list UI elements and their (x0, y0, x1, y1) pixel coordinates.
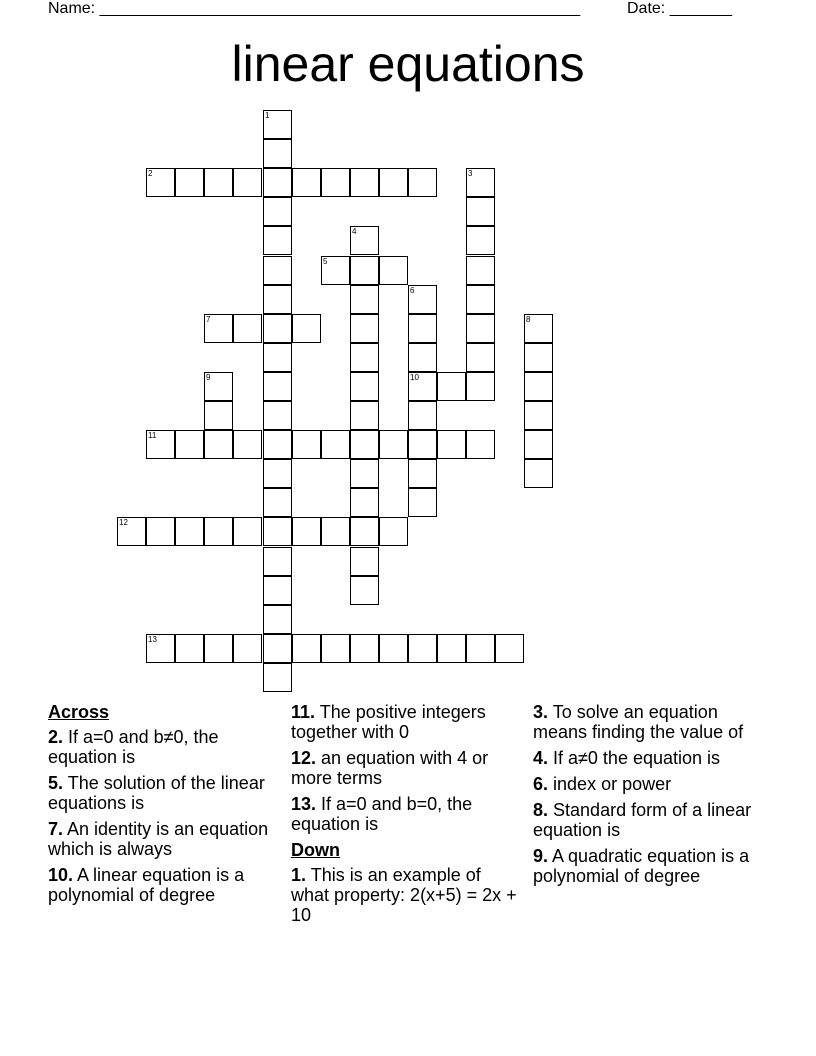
clue-number: 9 (206, 373, 211, 382)
grid-cell[interactable] (146, 517, 175, 546)
clue-number: 8 (526, 315, 531, 324)
grid-cell[interactable] (466, 168, 495, 197)
grid-cell[interactable] (263, 663, 292, 692)
grid-cell[interactable] (408, 372, 437, 401)
grid-cell[interactable] (263, 430, 292, 459)
clue-down-6: 6. index or power (533, 774, 672, 794)
clue-down-3: 3. To solve an equation means finding the value of (533, 702, 744, 742)
grid-cell[interactable] (204, 168, 233, 197)
grid-cell[interactable] (292, 517, 321, 546)
clue-down-4: 4. If a≠0 the equation is (533, 748, 721, 768)
grid-cell[interactable] (263, 285, 292, 314)
grid-cell[interactable] (321, 256, 350, 285)
grid-cell[interactable] (263, 634, 292, 663)
grid-cell[interactable] (350, 314, 379, 343)
grid-cell[interactable] (175, 168, 204, 197)
clue-across-7: 7. An identity is an equation which is always (48, 819, 269, 859)
clue-across-2: 2. If a=0 and b≠0, the equation is (48, 727, 219, 767)
grid-cell[interactable] (263, 256, 292, 285)
grid-cell[interactable] (263, 372, 292, 401)
grid-cell[interactable] (524, 459, 553, 488)
clue-across-5: 5. The solution of the linear equations is (48, 773, 265, 813)
grid-cell[interactable] (466, 256, 495, 285)
grid-cell[interactable] (466, 343, 495, 372)
grid-cell[interactable] (175, 517, 204, 546)
grid-cell[interactable] (263, 139, 292, 168)
grid-cell[interactable] (233, 517, 262, 546)
grid-cell[interactable] (495, 634, 524, 663)
grid-cell[interactable] (350, 401, 379, 430)
clue-number: 13 (148, 635, 157, 644)
clue-down-8: 8. Standard form of a linear equation is (533, 800, 752, 840)
grid-cell[interactable] (321, 168, 350, 197)
clue-number: 7 (206, 315, 211, 324)
grid-cell[interactable] (379, 168, 408, 197)
grid-cell[interactable] (350, 576, 379, 605)
clue-down-9: 9. A quadratic equation is a polynomial of degree (533, 846, 750, 886)
grid-cell[interactable] (146, 168, 175, 197)
grid-cell[interactable] (350, 547, 379, 576)
grid-cell[interactable] (350, 430, 379, 459)
clue-across-13: 13. If a=0 and b=0, the equation is (291, 794, 473, 834)
grid-cell[interactable] (437, 430, 466, 459)
grid-cell[interactable] (350, 285, 379, 314)
name-field-label: Name: ______________________________________________________ (48, 0, 581, 17)
clue-number: 3 (468, 169, 473, 178)
grid-cell[interactable] (524, 314, 553, 343)
grid-cell[interactable] (408, 401, 437, 430)
grid-cell[interactable] (379, 256, 408, 285)
grid-cell[interactable] (263, 605, 292, 634)
grid-cell[interactable] (204, 372, 233, 401)
grid-cell[interactable] (204, 401, 233, 430)
grid-cell[interactable] (408, 285, 437, 314)
page-title: linear equations (231, 36, 585, 92)
clue-across-10: 10. A linear equation is a polynomial of degree (48, 865, 245, 905)
grid-cell[interactable] (350, 517, 379, 546)
clue-number: 2 (148, 169, 153, 178)
grid-cell[interactable] (146, 430, 175, 459)
grid-cell[interactable] (466, 634, 495, 663)
grid-cell[interactable] (263, 401, 292, 430)
grid-cell[interactable] (263, 576, 292, 605)
grid-cell[interactable] (379, 430, 408, 459)
grid-cell[interactable] (233, 430, 262, 459)
grid-cell[interactable] (146, 634, 175, 663)
grid-cell[interactable] (321, 430, 350, 459)
grid-cell[interactable] (350, 634, 379, 663)
grid-cell[interactable] (379, 634, 408, 663)
grid-cell[interactable] (233, 314, 262, 343)
grid-cell[interactable] (466, 285, 495, 314)
grid-cell[interactable] (350, 372, 379, 401)
grid-cell[interactable] (524, 401, 553, 430)
date-field-label: Date: _______ (627, 0, 732, 17)
grid-cell[interactable] (204, 634, 233, 663)
grid-cell[interactable] (263, 110, 292, 139)
grid-cell[interactable] (263, 168, 292, 197)
grid-cell[interactable] (263, 314, 292, 343)
grid-cell[interactable] (466, 314, 495, 343)
clue-number: 12 (119, 518, 128, 527)
grid-cell[interactable] (117, 517, 146, 546)
grid-cell[interactable] (263, 197, 292, 226)
grid-cell[interactable] (408, 168, 437, 197)
clue-number: 6 (410, 286, 415, 295)
grid-cell[interactable] (350, 488, 379, 517)
down-heading: Down (291, 840, 340, 860)
grid-cell[interactable] (321, 517, 350, 546)
clue-across-12: 12. an equation with 4 or more terms (291, 748, 489, 788)
grid-cell[interactable] (233, 634, 262, 663)
grid-cell[interactable] (175, 430, 204, 459)
grid-cell[interactable] (350, 343, 379, 372)
clue-number: 11 (148, 431, 157, 440)
grid-cell[interactable] (466, 372, 495, 401)
grid-cell[interactable] (466, 197, 495, 226)
grid-cell[interactable] (263, 459, 292, 488)
clues-column-2 (291, 702, 521, 931)
grid-cell[interactable] (321, 634, 350, 663)
grid-cell[interactable] (524, 372, 553, 401)
grid-cell[interactable] (524, 343, 553, 372)
clue-number: 10 (410, 373, 419, 382)
clues-column-3 (533, 702, 768, 892)
grid-cell[interactable] (263, 517, 292, 546)
grid-cell[interactable] (524, 430, 553, 459)
grid-cell[interactable] (408, 343, 437, 372)
grid-cell[interactable] (263, 343, 292, 372)
grid-cell[interactable] (204, 314, 233, 343)
grid-cell[interactable] (175, 634, 204, 663)
grid-cell[interactable] (263, 226, 292, 255)
grid-cell[interactable] (408, 488, 437, 517)
clue-across-11: 11. The positive integers together with 0 (291, 702, 486, 742)
grid-cell[interactable] (204, 430, 233, 459)
grid-cell[interactable] (437, 372, 466, 401)
clue-number: 1 (265, 111, 270, 120)
grid-cell[interactable] (292, 314, 321, 343)
grid-cell[interactable] (292, 168, 321, 197)
grid-cell[interactable] (263, 547, 292, 576)
grid-cell[interactable] (350, 256, 379, 285)
grid-cell[interactable] (233, 168, 262, 197)
clue-number: 4 (352, 227, 357, 236)
grid-cell[interactable] (408, 314, 437, 343)
grid-cell[interactable] (350, 226, 379, 255)
grid-cell[interactable] (292, 430, 321, 459)
grid-cell[interactable] (466, 430, 495, 459)
grid-cell[interactable] (379, 517, 408, 546)
clue-down-1: 1. This is an example of what property: 2(x+5) = 2x + 10 (291, 865, 517, 925)
grid-cell[interactable] (466, 226, 495, 255)
grid-cell[interactable] (350, 168, 379, 197)
clues-column-1 (48, 702, 288, 911)
clue-number: 5 (323, 257, 328, 266)
grid-cell[interactable] (204, 517, 233, 546)
grid-cell[interactable] (350, 459, 379, 488)
grid-cell[interactable] (292, 634, 321, 663)
grid-cell[interactable] (263, 488, 292, 517)
across-heading: Across (48, 702, 110, 722)
grid-cell[interactable] (437, 634, 466, 663)
grid-cell[interactable] (408, 430, 437, 459)
grid-cell[interactable] (408, 459, 437, 488)
grid-cell[interactable] (408, 634, 437, 663)
